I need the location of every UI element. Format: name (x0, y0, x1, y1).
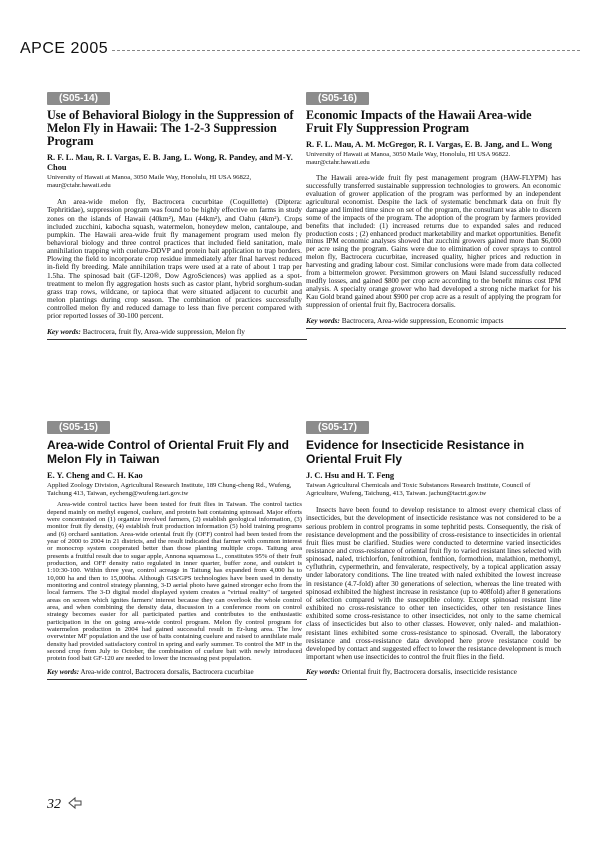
abstract-affiliation: Taiwan Agricultural Chemicals and Toxic Substances Research Institute, Council of Agriculture, Wufeng, Taichung, 413, Taiwan. jachun@tactri.gov.tw (306, 482, 531, 497)
abstract-authors: R. F. L. Mau, R. I. Vargas, E. B. Jang, L. Wong, R. Pandey, and M-Y. Chou (47, 153, 293, 172)
abstract-affiliation: University of Hawaii at Manoa, 3050 Maile Way, Honolulu, HI USA 96822, maur@ctahr.hawaii.edu (47, 174, 252, 189)
abstract-body: Insects have been found to develop resistance to almost every chemical class of insecticides, but the development of insecticide resistance was not considered to be a serious problem in control programs in some tephritid pests. Consequently, the risk of resistance development and the possibility of cross-resistance to insecticides in oriental fruit flies must be clarified. Studies were conducted to determine varied insecticides resistance and cross-resistance of oriental fruit fly to varied resistant lines selected with spinosad, naled, trichlorfon, fenitrothion, fenthion, formothion, malathion, methomyl, cyfluthrin, cypermethrin, and fenvalerate, respectively, by a topical application assay under laboratory conditions. The line treated with naled exhibited the lowest increase in resistance (4.7-fold) after 30 generations of selection, whereas the line treated with spinosad exhibited the highest increase in resistance (up to 408fold) after 8 generations of selection compared with the susceptible colony. Except spinosad resistant line exhibited no cross-resistance to other ten insecticides, other ten resistance lines exhibited some cross-resistance to other insecticides, not only to the same chemical class of insecticides but also to other classes. However, only naled- and malathion-resistant lines exhibited some cross-resistance to spinosad. Overall, the laboratory resistance and cross-resistance data developed here prove resistance could be developed by contact and suggested effect to lower the resistance development is much important when use insecticides to control the fruit flies in the field. (306, 505, 561, 661)
keywords-label: Key words: (306, 667, 340, 677)
session-tag: (S05-17) (306, 421, 369, 434)
abstract-title: Economic Impacts of the Hawaii Area-wide Fruit Fly Suppression Program (306, 108, 532, 135)
abstract-title: Area-wide Control of Oriental Fruit Fly and Melon Fly in Taiwan (47, 438, 290, 466)
arrow-left-icon (67, 795, 83, 811)
section-divider (47, 679, 307, 680)
abstract-authors: J. C. Hsu and H. T. Feng (306, 471, 395, 480)
abstract-keywords (47, 668, 302, 676)
abstract-keywords (306, 317, 561, 325)
abstract-affiliation: Applied Zoology Division, Agricultural Research Institute, 189 Chung-cheng Rd., Wufeng, Taichung 413, Taiwan, eycheng@wufeng.tari.gov.tw (47, 482, 292, 497)
abstract-s05-14 (47, 88, 302, 340)
header-title: APCE 2005 (20, 40, 109, 57)
abstract-keywords (306, 668, 561, 676)
abstract-keywords (47, 328, 302, 336)
abstract-title: Evidence for Insecticide Resistance in Oriental Fruit Fly (306, 438, 525, 466)
section-divider (306, 328, 566, 329)
abstract-s05-17 (306, 417, 561, 676)
keywords-text: Area-wide control, Bactrocera dorsalis, Bactrocera cucurbitae (80, 667, 254, 676)
section-divider (47, 339, 307, 340)
page-header (20, 40, 580, 62)
abstract-authors: E. Y. Cheng and C. H. Kao (47, 471, 143, 480)
abstract-s05-15 (47, 417, 302, 680)
abstract-title: Use of Behavioral Biology in the Suppression of Melon Fly in Hawaii: The 1-2-3 Suppression Program (47, 108, 294, 148)
keywords-label: Key words: (47, 667, 80, 676)
abstract-affiliation: University of Hawaii at Manoa, 3050 Maile Way, Honolulu, HI USA 96822. maur@ctahr.hawaii.edu (306, 151, 511, 166)
header-rule (112, 50, 580, 51)
session-tag: (S05-16) (306, 92, 369, 105)
keywords-text: Bactrocera, fruit fly, Area-wide suppression, Melon fly (82, 326, 246, 336)
keywords-label: Key words: (47, 326, 81, 336)
abstract-authors: R. F. L. Mau, A. M. McGregor, R. I. Vargas, E. B. Jang, and L. Wong (306, 140, 552, 149)
keywords-label: Key words: (306, 315, 340, 325)
session-tag: (S05-14) (47, 92, 110, 105)
abstract-body: The Hawaii area-wide fruit fly pest management program (HAW-FLYPM) has successfully transferred sustainable suppression technologies to growers. An economic evaluation of grower application of the program was performed by an independent agricultural economist. Despite the lack of systematic benchmark data on fruit fly damage and limited time since on set of the program, the consultant was able to discern some of the impacts of the program. The adoption of the program by farmers provided benefits that included: (1) increased returns due to expanded sales and reduced production costs ; (2) enhanced product marketability and market opportunities. Benefit minus IPM economic analyses showed that zucchini growers gained more than $6,000 per acre using the program. Gains were due to elimination of cover sprays to control melon fly, Bactrocera cucurbitae, increased quality, higher prices and reduction in harvesting and grading labour cost. Similar conclusions were made from data collected from a bittermelon grower. Persimmon growers on Maui Island successfully reduced medfly losses, and gained $800 per crop acre according to the benefit minus cost IPM analysis. A specialty orange grower who had developed a strong niche market for his Kau Gold brand gained about $900 per crop acre as a result of applying the program for suppression of oriental fruit fly, Bactrocera dorsalis. (306, 174, 561, 309)
abstract-body: Area-wide control tactics have been tested for fruit flies in Taiwan. The control tactics depend mainly on methyl eugenol, cuelure, and protein bait containing spinosad. Major efforts were concentrated on (1) organize involved farmers, (2) establish geological information, (3) monitor fruit fly density, (4) establish fruit production information (5) hold training programs and (6) orchard sanitation. Area-wide oriental fruit fly (OFF) control had been tested from the year of 2000 to 2004 in 21 districts, and the result indicated that farmer with common interest or monocrop system cooperated better than those planting multiple crops. Taitung area presents a fruitful result due to sugar apple, Annona squamosa L., constitutes 95% of their fruit production, and OFF density ratio regulated in inner quarter, buffer zone, and outskirt is 1:10:30-100. Within three year, control acreage in Taitung has expanded from 4,000 ha to 10,000 ha and then to 15,000ha. Although GIS/GPS technologies have been used in density monitoring and control strategy planning, 3-D aerial photo have gained stronger echo from the local farmers. The 3-D digital model displayed system creates a "virtual reality" of targeted areas on screen which ignites farmers' interest because they can overlook the whole control area, and when combining the density data, discussion in a conference room on control strategy becomes easier for all participated parties and contributes to the enthusiastic participation in the on going area-wide control program. Melon fly control program for watermelon production in 2004 had gained successful result in Er-lung area. The low overwinter MF population and the use of baits containing cuelure and raised to annihilate male density had provided satisfactory control in spring and early summer. To control the MF in the second crop from July to October, the combination of cuelure bait with newly introduced protein food bait GF-120 are needed to lower the increasing pest population. (47, 501, 302, 663)
page-number: 32 (47, 797, 61, 812)
keywords-text: Oriental fruit fly, Bactrocera dorsalis, insecticide resistance (341, 667, 517, 677)
abstract-s05-16 (306, 88, 561, 329)
keywords-text: Bactrocera, Area-wide suppression, Economic impacts (341, 315, 504, 325)
abstract-body: An area-wide melon fly, Bactrocera cucurbitae (Coquillette) (Diptera: Tephritidae), suppression program was found to be highly effective on farms in study zones on the islands of Hawaii (40km²), Mau (44km²), and Oahu (4km²). Crops included zucchini, kabocha squash, watermelon, honeydew melon, cantaloupe, and pumpkin. The Hawaii area-wide fruit fly management program used melon fly behavioral biology and three control practices that included field sanitation, male annihilation trapping with cuelure-DDVP and protein bait application to trap borders. Plowing the field to incorporate crop residue immediately after final harvest reduced in-field fly breeding. Male annihilation traps were used at a rate of about 1 trap per 1.5ha. The spinosad bait (GF-120®, Dow AgroSciences) was applied as a spot-treatment to melon fly aggregation hosts such as castor plant, hybrid sorghum-sudan grass trap rows, wildcane, or tapioca that were situated adjacent to cucurbit and melon plantings during crop season. The combination of practices successfully controlled melon fly and reduced damage to less than five percent compared with prior reported losses of 30-100 percent. (47, 197, 302, 321)
session-tag: (S05-15) (47, 421, 110, 434)
